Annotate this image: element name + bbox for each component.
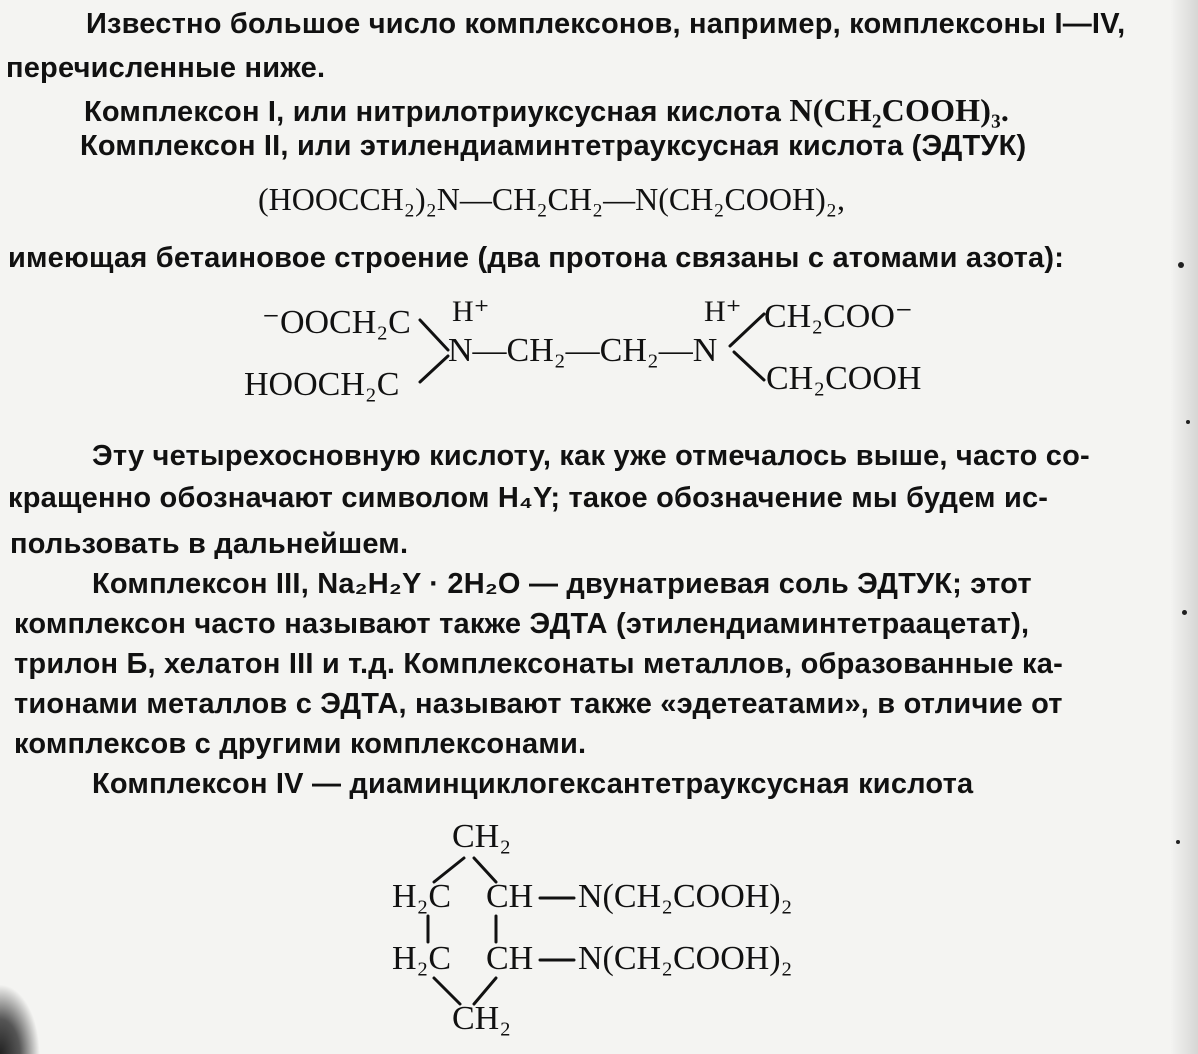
text-line: Комплексон IV — диаминциклогексантетрауксусная кислота bbox=[92, 768, 974, 800]
text-line: Эту четырехосновную кислоту, как уже отмечалось выше, часто со- bbox=[92, 440, 1090, 472]
bond bbox=[474, 858, 496, 882]
bond bbox=[474, 978, 496, 1004]
scan-edge-shadow bbox=[1170, 0, 1198, 1054]
structure-label: H₂C bbox=[392, 878, 452, 915]
text-line: Комплексон II, или этилендиаминтетрауксусная кислота (ЭДТУК) bbox=[80, 130, 1027, 162]
text-line: трилон Б, хелатон III и т.д. Комплексонаты металлов, образованные ка- bbox=[14, 648, 1063, 680]
text-line: комплексов с другими комплексонами. bbox=[14, 728, 587, 760]
structure-label: CH bbox=[486, 940, 534, 977]
bond bbox=[434, 858, 464, 882]
structure-label: HOOCH₂C bbox=[244, 366, 400, 403]
bond bbox=[434, 978, 460, 1004]
edta-linear-formula: (HOOCCH₂)₂N—CH₂CH₂—N(CH₂COOH)₂, bbox=[258, 181, 845, 217]
structure-label: N(CH₂COOH)₂ bbox=[578, 940, 793, 977]
text-line: кращенно обозначают символом H₄Y; такое обозначение мы будем ис- bbox=[8, 482, 1049, 514]
structure-label: N(CH₂COOH)₂ bbox=[578, 878, 793, 915]
text-line: Известно большое число комплексонов, например, комплексоны I—IV, bbox=[86, 8, 1126, 40]
structure-label: CH₂ bbox=[452, 1000, 512, 1037]
text-line: пользовать в дальнейшем. bbox=[10, 528, 409, 560]
bond bbox=[420, 320, 448, 350]
structure-label: ⁻OOCH₂C bbox=[262, 304, 411, 341]
nta-formula: N(CH₂COOH)₃. bbox=[789, 92, 1010, 128]
structure-label: CH₂COOH bbox=[766, 360, 922, 397]
structure-label: H⁺ bbox=[452, 295, 490, 328]
bond bbox=[734, 352, 764, 380]
text-line: перечисленные ниже. bbox=[6, 52, 326, 84]
structure-label: CH₂COO⁻ bbox=[764, 298, 913, 335]
text-line: тионами металлов с ЭДТА, называют также «эдетеатами», в отличие от bbox=[14, 688, 1063, 720]
text-line: имеющая бетаиновое строение (два протона связаны с атомами азота): bbox=[8, 242, 1065, 274]
bond bbox=[420, 356, 448, 382]
structure-label: H⁺ bbox=[704, 295, 742, 328]
text-fragment: Комплексон I, или нитрилотриуксусная кислота bbox=[84, 96, 790, 128]
structure-label: CH bbox=[486, 878, 534, 915]
scan-corner-shadow bbox=[0, 984, 40, 1054]
structure-label: N—CH₂—CH₂—N bbox=[448, 332, 718, 369]
structure-label: H₂C bbox=[392, 940, 452, 977]
structure-label: CH₂ bbox=[452, 818, 512, 855]
bond bbox=[730, 314, 764, 346]
text-line: комплексон часто называют также ЭДТА (этилендиаминтетраацетат), bbox=[14, 608, 1030, 640]
text-line: Комплексон III, Na₂H₂Y · 2H₂O — двунатриевая соль ЭДТУК; этот bbox=[92, 568, 1032, 600]
